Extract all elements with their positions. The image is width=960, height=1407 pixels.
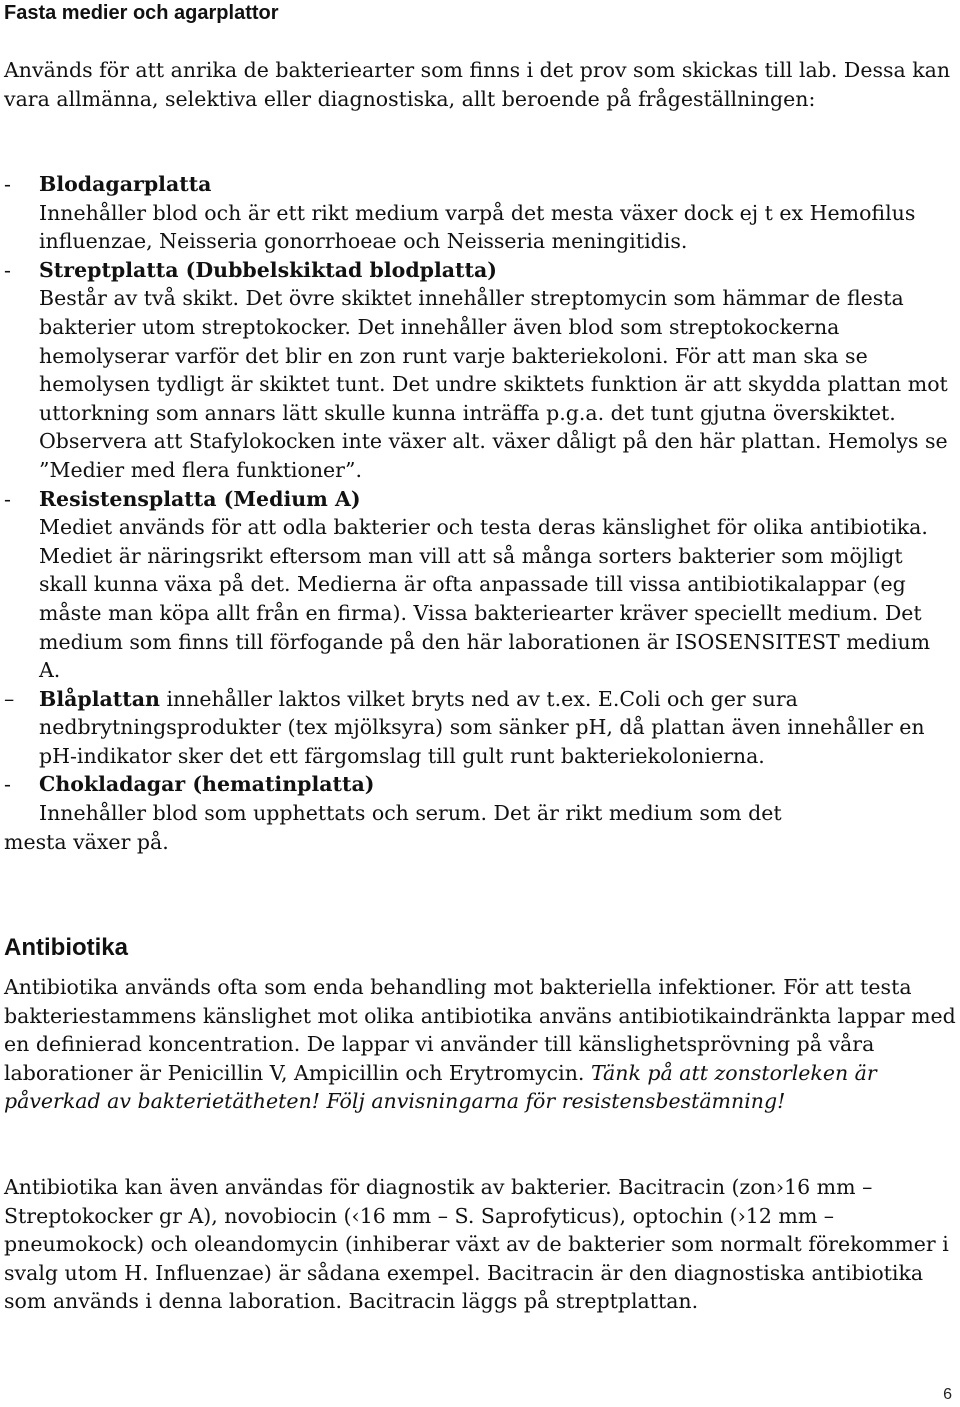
item-title-chokladagar: Chokladagar (hematinplatta) [39, 772, 375, 797]
list-dash: - [4, 486, 11, 511]
item-title-resistensplatta: Resistensplatta (Medium A) [39, 486, 361, 511]
antibiotika-paragraph-1-text: Antibiotika används ofta som enda behandling mot bakteriella infektioner. För att testa bakteriestammens känslighet mot olika antibiotika använs antibiotikaindränkta lappar med en definierad koncentration. De lappar vi använder till känslighetsprövning på våra laborationer är Penicillin V, Ampicillin och Erytromycin. [4, 975, 956, 1085]
item-body-streptplatta: Består av två skikt. Det övre skiktet innehåller streptomycin som hämmar de flesta bakterier utom streptokocker. Det innehåller även blod som streptokockerna hemolyserar varför det blir en zon runt varje bakteriekoloni. För att man ska se hemolysen tydligt är skiktet tunt. Det undre skiktets funktion är att skydda plattan mot uttorkning som annars lätt skulle kunna inträffa p.g.a. det tunt gjutna överskiktet. Observera att Stafylokocken inte växer alt. växer dåligt på den här plattan. Hemolys se ”Medier med flera funktioner”. [39, 286, 948, 482]
list-dash: - [4, 257, 11, 282]
list-item-streptplatta [4, 256, 956, 485]
list-item-chokladagar [4, 770, 956, 856]
list-item-blaplattan [4, 685, 956, 771]
item-title-blodagarplatta: Blodagarplatta [39, 172, 212, 196]
list-dash: - [4, 172, 11, 196]
item-body-resistensplatta: Mediet används för att odla bakterier och testa deras känslighet för olika antibiotika. Mediet är näringsrikt eftersom man vill att så många sorters bakterier som möjligt skall kunna växa på det. Medierna är ofta anpassade till vissa antibiotikalappar (eg måste man köpa allt från en firma). Vissa bakteriearter kräver speciellt medium. Det medium som finns till förfogande på den här laborationen är ISOSENSITEST medium A. [39, 515, 931, 683]
section-heading-antibiotika: Antibiotika [4, 934, 128, 961]
item-body-blodagarplatta: Innehåller blod och är ett rikt medium varpå det mesta växer dock ej t ex Hemofilus influenzae, Neisseria gonorrhoeae och Neisseria meningitidis. [39, 200, 916, 254]
item-body-blaplattan: innehåller laktos vilket bryts ned av t.ex. E.Coli och ger sura nedbrytningsprodukter (tex mjölksyra) som sänker pH, då plattan även innehåller en pH-indikator sker det ett färgomslag till gult runt bakteriekolonierna. [39, 686, 925, 768]
item-body-chokladagar: Innehåller blod som upphettats och serum. Det är rikt medium som det [39, 801, 782, 826]
list-item-blodagarplatta [4, 170, 956, 256]
antibiotika-paragraph-1-italic: Tänk på att zonstorleken är påverkad av bakterietätheten! Följ anvisningarna för resistensbestämning! [4, 1060, 877, 1114]
item-body-chokladagar-tail: mesta växer på. [4, 829, 169, 854]
list-dash: – [4, 686, 15, 711]
item-title-blaplattan: Blåplattan [39, 686, 160, 711]
item-title-streptplatta: Streptplatta (Dubbelskiktad blodplatta) [39, 257, 497, 282]
intro-paragraph: Används för att anrika de bakteriearter som finns i det prov som skickas till lab. Dessa kan vara allmänna, selektiva eller diagnostiska, allt beroende på frågeställningen: [4, 58, 951, 111]
antibiotika-paragraph-2: Antibiotika kan även användas för diagnostik av bakterier. Bacitracin (zon›16 mm – Streptokocker gr A), novobiocin (‹16 mm – S. Saprofyticus), optochin (›12 mm – pneumokock) och oleandomycin (inhiberar växt av de bakterier som normalt förekommer i svalg utom H. Influenzae) är sådana exempel. Bacitracin är den diagnostiska antibiotika som används i denna laboration. Bacitracin läggs på streptplattan. [4, 1175, 949, 1314]
page-number: 6 [943, 1386, 952, 1403]
list-item-resistensplatta [4, 485, 956, 685]
antibiotika-paragraph-1 [4, 973, 956, 1116]
list-dash: - [4, 772, 11, 797]
section-heading-fasta-medier: Fasta medier och agarplattor [4, 2, 279, 24]
media-list [4, 170, 956, 856]
